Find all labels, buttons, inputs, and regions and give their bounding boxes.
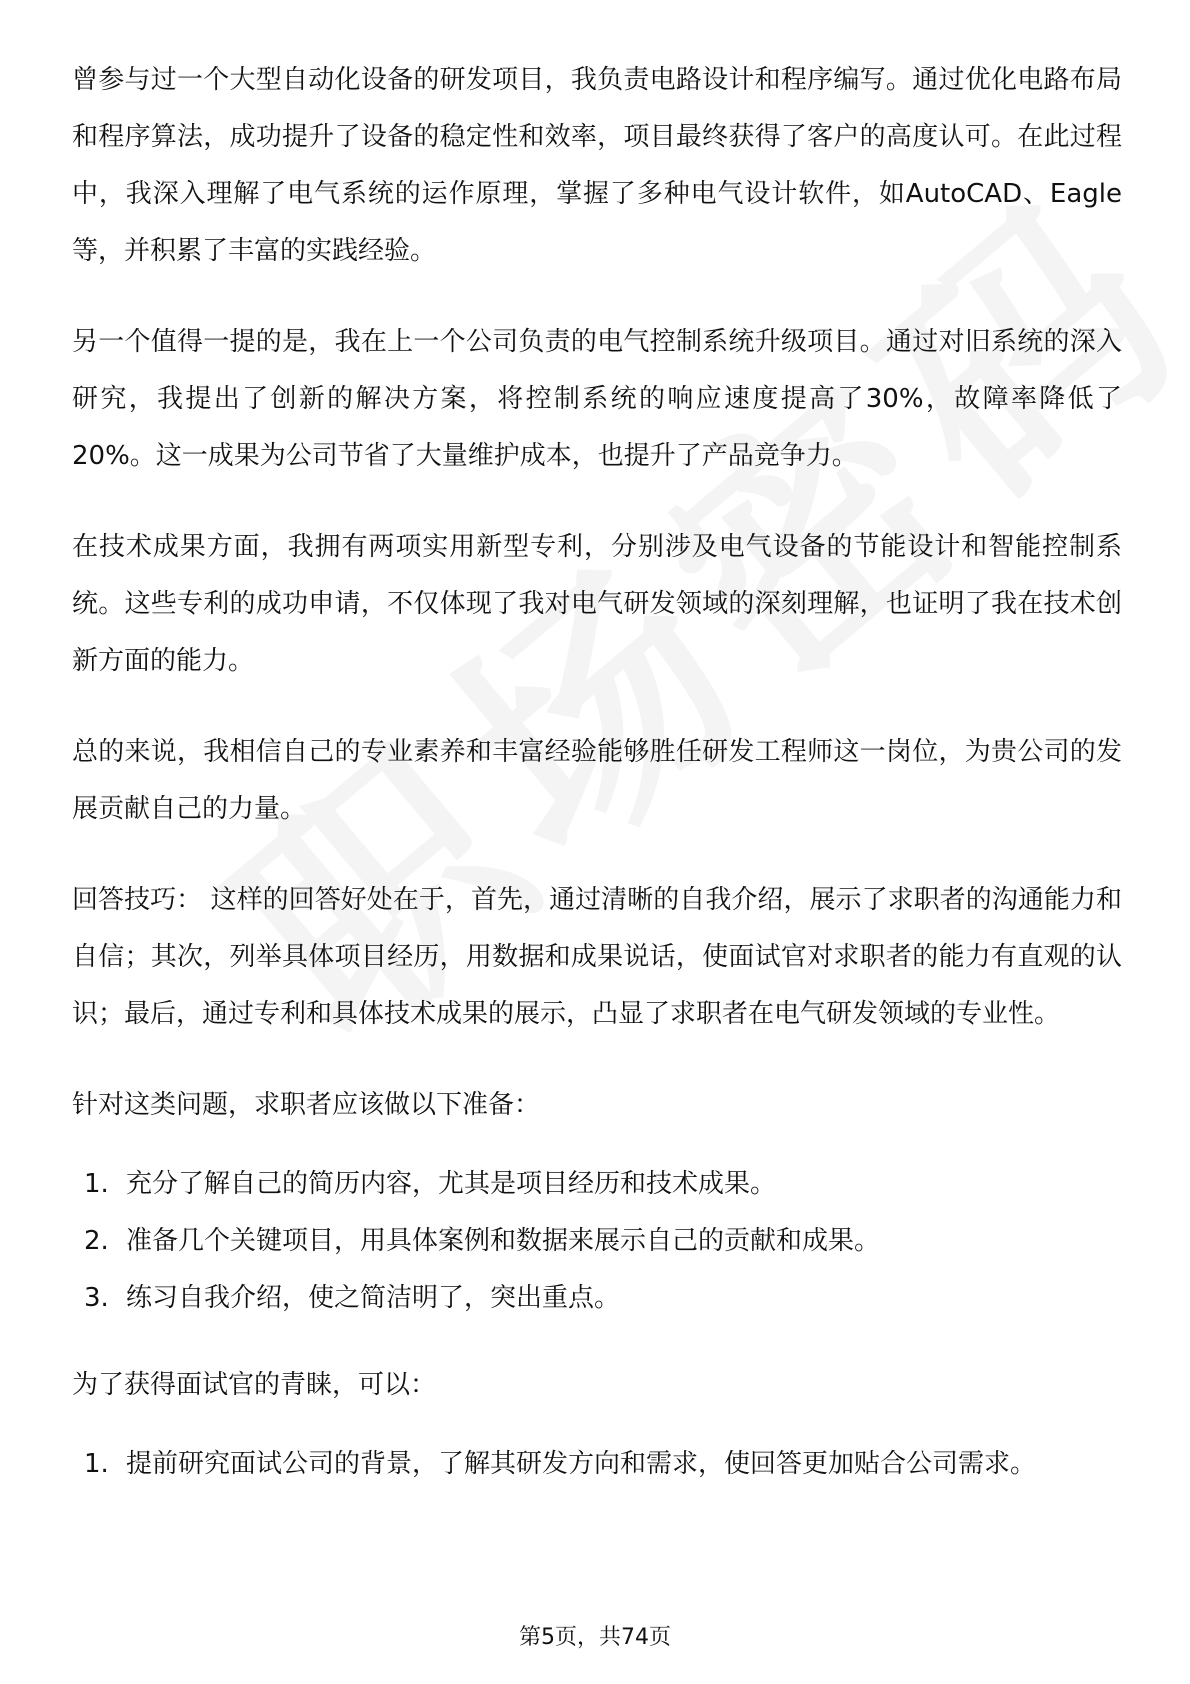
list-number: 3. <box>84 1283 109 1313</box>
list-text: 提前研究面试公司的背景，了解其研发方向和需求，使回答更加贴合公司需求。 <box>126 1449 1037 1479</box>
paragraph-technical-achievements: 在技术成果方面，我拥有两项实用新型专利，分别涉及电气设备的节能设计和智能控制系统。这些专利的成功申请，不仅体现了我对电气研发领域的深刻理解，也证明了我在技术创新方面的能力。 <box>72 532 1122 676</box>
list-text: 充分了解自己的简历内容，尤其是项目经历和技术成果。 <box>126 1169 777 1199</box>
list-text: 准备几个关键项目，用具体案例和数据来展示自己的贡献和成果。 <box>126 1226 881 1256</box>
preparation-list <box>72 1156 1122 1327</box>
list-item <box>72 1213 1122 1270</box>
paragraph-control-system-upgrade: 另一个值得一提的是，我在上一个公司负责的电气控制系统升级项目。通过对旧系统的深入研究，我提出了创新的解决方案，将控制系统的响应速度提高了30%，故障率降低了20%。这一成果为公司节省了大量维护成本，也提升了产品竞争力。 <box>72 327 1122 471</box>
paragraph-project-experience: 曾参与过一个大型自动化设备的研发项目，我负责电路设计和程序编写。通过优化电路布局和程序算法，成功提升了设备的稳定性和效率，项目最终获得了客户的高度认可。在此过程中，我深入理解了电气系统的运作原理，掌握了多种电气设计软件，如AutoCAD、Eagle等，并积累了丰富的实践经验。 <box>72 65 1122 266</box>
list-number: 2. <box>84 1226 109 1256</box>
paragraph-preparation-intro: 针对这类问题，求职者应该做以下准备： <box>72 1090 541 1120</box>
page-footer: 第5页，共74页 <box>519 1625 671 1650</box>
page-content <box>72 52 1122 1523</box>
paragraph-impress-heading: 为了获得面试官的青睐，可以： <box>72 1370 437 1400</box>
paragraph-answer-tips: 回答技巧： 这样的回答好处在于，首先，通过清晰的自我介绍，展示了求职者的沟通能力和自信；其次，列举具体项目经历，用数据和成果说话，使面试官对求职者的能力有直观的认识；最后，通过专利和具体技术成果的展示，凸显了求职者在电气研发领域的专业性。 <box>72 885 1122 1029</box>
list-item <box>72 1156 1122 1213</box>
list-text: 练习自我介绍，使之简洁明了，突出重点。 <box>126 1283 621 1313</box>
list-item <box>72 1436 1122 1493</box>
list-number: 1. <box>84 1169 109 1199</box>
paragraph-summary: 总的来说，我相信自己的专业素养和丰富经验能够胜任研发工程师这一岗位，为贵公司的发展贡献自己的力量。 <box>72 737 1122 824</box>
list-item <box>72 1270 1122 1327</box>
list-number: 1. <box>84 1449 109 1479</box>
impress-list <box>72 1436 1122 1493</box>
